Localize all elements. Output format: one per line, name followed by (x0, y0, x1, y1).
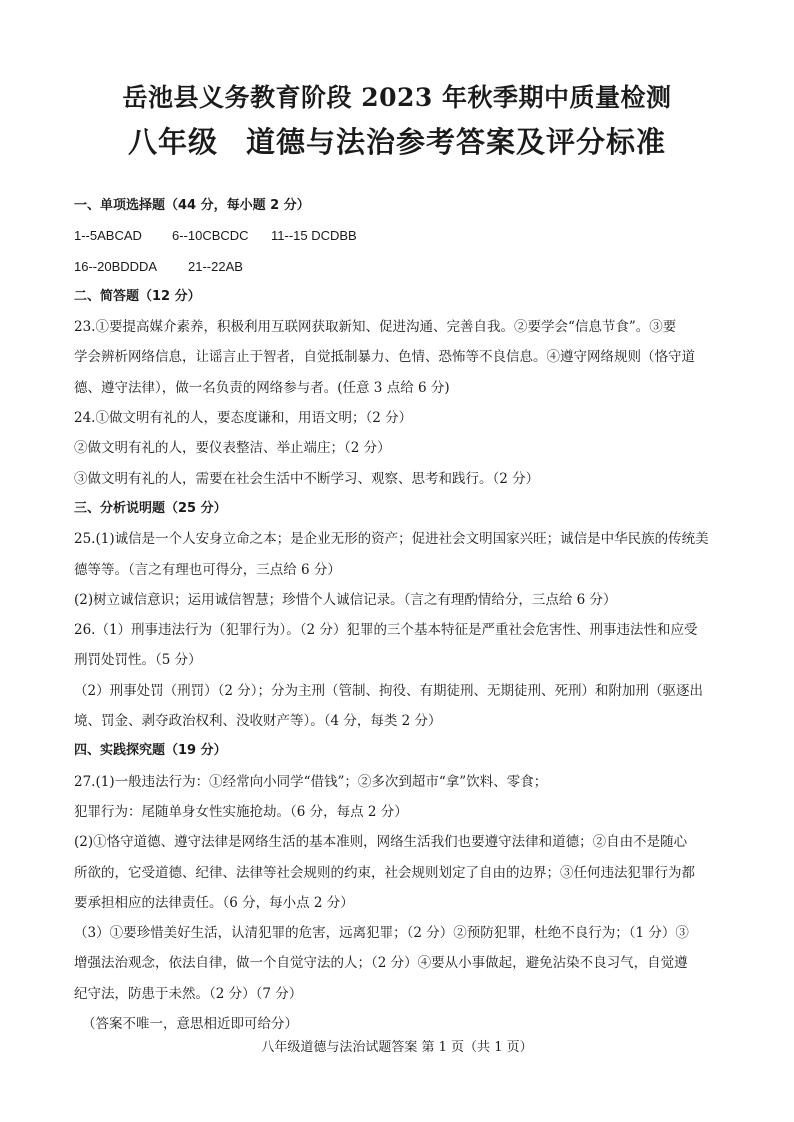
answer-line: ②做文明有礼的人，要仪表整洁、举止端庄；（2 分） (74, 440, 391, 457)
section-heading-choice: 一、单项选择题（44 分，每小题 2 分） (74, 198, 310, 213)
page-footer: 八年级道德与法治试题答案 第 1 页（共 1 页） (261, 1040, 533, 1055)
answer-line: 27.(1)一般违法行为：①经常向小同学“借钱”；②多次到超市“拿”饮料、零食； (74, 773, 548, 790)
answer-line: (2)树立诚信意识；运用诚信智慧；珍惜个人诚信记录。（言之有理酌情给分，三点给 6 分） (74, 591, 617, 608)
choice-answer-group: 21--22AB (188, 258, 243, 274)
section-heading-analysis: 三、分析说明题（25 分） (74, 500, 227, 516)
answer-line: 26.（1）刑事违法行为（犯罪行为）。（2 分）犯罪的三个基本特征是严重社会危害性、刑事违法性和应受 (74, 622, 698, 639)
section-heading-short-answer: 二、简答题（12 分） (74, 288, 201, 304)
answer-line: (2)①恪守道德、遵守法律是网络生活的基本准则，网络生活我们也要遵守法律和道德；②自由不是随心 (74, 834, 688, 851)
answer-line: 德等等。（言之有理也可得分，三点给 6 分） (74, 561, 341, 578)
exam-title: 岳池县义务教育阶段 2023 年秋季期中质量检测 (122, 83, 672, 112)
document-subtitle (0, 120, 794, 161)
choice-answer-group: 11--15 DCDBB (271, 228, 357, 244)
answer-content (74, 191, 722, 1039)
answer-line: （2）刑事处罚（刑罚）（2 分）；分为主刑（管制、拘役、有期徒刑、无期徒刑、死刑）和附加刑（驱逐出 (74, 682, 703, 699)
answer-line: 25.(1)诚信是一个人安身立命之本；是企业无形的资产；促进社会文明国家兴旺；诚信是中华民族的传统美 (74, 531, 709, 548)
answer-line: 增强法治观念，依法自律，做一个自觉守法的人；（2 分）④要从小事做起，避免沾染不良习气，自觉遵 (74, 955, 688, 972)
answer-line: 犯罪行为：尾随单身女性实施抢劫。（6 分，每点 2 分） (74, 803, 408, 820)
choice-answers-row-1 (74, 221, 722, 251)
choice-answer-group: 16--20BDDDA (74, 258, 158, 274)
grade-label: 八年级 (127, 125, 218, 159)
answer-line: 德、遵守法律），做一名负责的网络参与者。(任意 3 点给 6 分) (74, 379, 450, 396)
choice-answers-row-2 (74, 252, 722, 282)
answer-line: 纪守法，防患于未然。（2 分）（7 分） (74, 985, 303, 1002)
answer-line: ③做文明有礼的人，需要在社会生活中不断学习、观察、思考和践行。（2 分） (74, 470, 540, 487)
answer-line: （3）①要珍惜美好生活，认清犯罪的危害，远离犯罪；（2 分）②预防犯罪，杜绝不良行为；（1 分）③ (74, 925, 689, 942)
answer-line: 境、罚金、剥夺政治权利、没收财产等）。（4 分，每类 2 分） (74, 713, 442, 730)
answer-line: 23.①要提高媒介素养，积极利用互联网获取新知、促进沟通、完善自我。②要学会“信息节食”。③要 (74, 319, 677, 336)
answer-line: 要承担相应的法律责任。（6 分，每小点 2 分） (74, 894, 354, 911)
answer-line: 刑罚处罚性。（5 分） (74, 652, 202, 669)
answer-line: 所欲的，它受道德、纪律、法律等社会规则的约束，社会规则划定了自由的边界；③任何违法犯罪行为都 (74, 864, 695, 881)
subject-title: 道德与法治参考答案及评分标准 (246, 125, 667, 159)
answer-line: 24.①做文明有礼的人，要态度谦和，用语文明；（2 分） (74, 410, 413, 427)
answer-note: （答案不唯一，意思相近即可给分） (82, 1016, 298, 1033)
answer-line: 学会辨析网络信息，让谣言止于智者，自觉抵制暴力、色情、恐怖等不良信息。④遵守网络规则（恪守道 (74, 349, 695, 366)
section-heading-practice: 四、实践探究题（19 分） (74, 743, 227, 759)
choice-answer-group: 1--5ABCAD (74, 228, 142, 244)
choice-answer-group: 6--10CBCDC (172, 228, 249, 244)
